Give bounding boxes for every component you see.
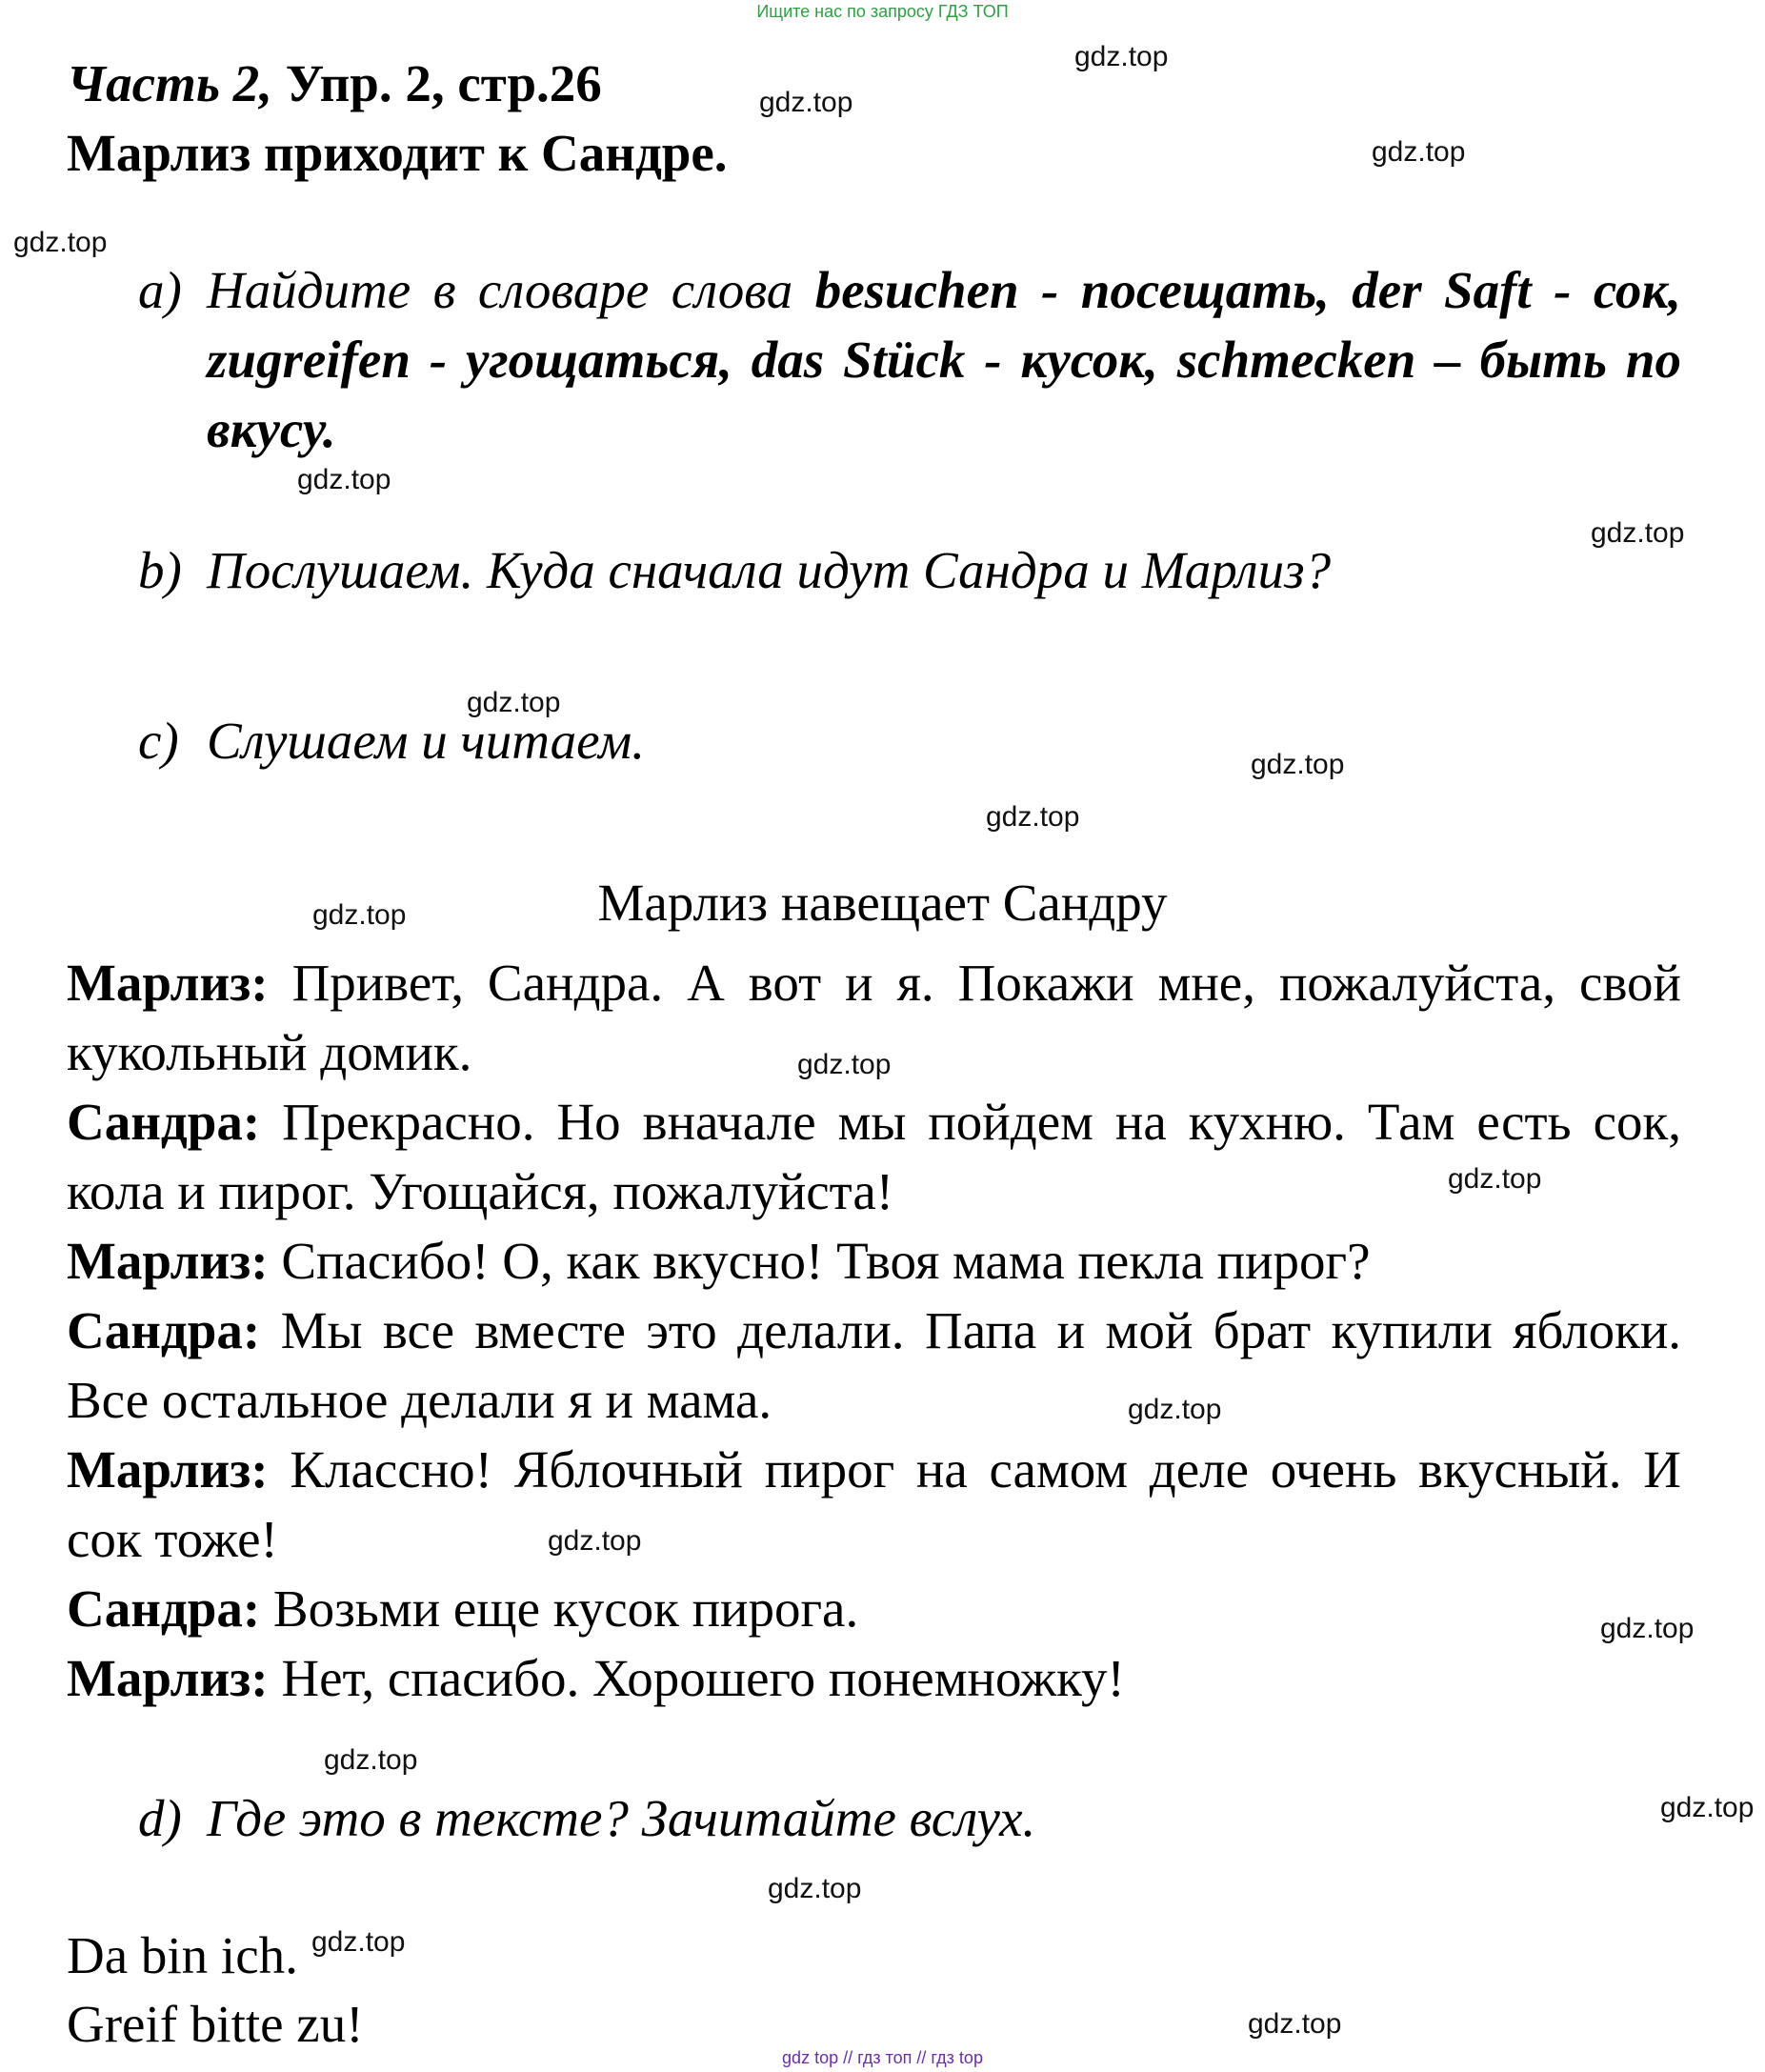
phrase-greif-bitte-zu: Greif bitte zu! bbox=[67, 1995, 364, 2053]
part-label: Часть 2, bbox=[67, 54, 272, 112]
watermark: gdz.top bbox=[1251, 749, 1345, 780]
speaker: Марлиз: bbox=[67, 1649, 269, 1707]
line-text: Мы все вместе это делали. Папа и мой брат купили яблоки. Все остальное делали я и мама. bbox=[67, 1301, 1681, 1429]
speaker: Сандра: bbox=[67, 1093, 261, 1151]
watermark: gdz.top bbox=[1600, 1613, 1695, 1644]
task-a bbox=[138, 255, 1681, 464]
line-text: Нет, спасибо. Хорошего понемножку! bbox=[268, 1649, 1125, 1707]
task-b-marker: b) bbox=[138, 541, 182, 599]
task-d-text: Где это в тексте? Зачитайте вслух. bbox=[207, 1789, 1036, 1847]
speaker: Марлиз: bbox=[67, 954, 269, 1012]
watermark: gdz.top bbox=[1372, 136, 1466, 168]
task-c-marker: c) bbox=[138, 712, 179, 770]
line-text: Прекрасно. Но вначале мы пойдем на кухню. Там есть сок, кола и пирог. Угощайся, пожалуйста! bbox=[67, 1093, 1681, 1220]
watermark: gdz.top bbox=[312, 899, 407, 931]
task-b bbox=[138, 535, 1681, 605]
exercise-label: Упр. 2, стр.26 bbox=[271, 54, 602, 112]
task-c-text: Слушаем и читаем. bbox=[207, 712, 646, 770]
watermark: gdz.top bbox=[768, 1873, 862, 1904]
speaker: Сандра: bbox=[67, 1579, 261, 1638]
dialog-line bbox=[67, 1296, 1681, 1435]
watermark: gdz.top bbox=[986, 801, 1080, 833]
story-title: Марлиз навещает Сандру bbox=[597, 874, 1168, 932]
exercise-subtitle: Марлиз приходит к Сандре. bbox=[67, 124, 728, 182]
phrase-da-bin-ich: Da bin ich. bbox=[67, 1926, 298, 1984]
dialog-line bbox=[67, 1435, 1681, 1574]
watermark: gdz.top bbox=[1074, 41, 1169, 72]
speaker: Марлиз: bbox=[67, 1440, 269, 1499]
watermark: gdz.top bbox=[1660, 1792, 1755, 1823]
watermark: gdz.top bbox=[759, 87, 853, 118]
task-a-words: besuchen - посещать, der Saft - сок, zugreifen - угощаться, das Stück - кусок, schmecken – быть по вкусу. bbox=[207, 261, 1681, 458]
speaker: Марлиз: bbox=[67, 1232, 269, 1290]
watermark: gdz.top bbox=[467, 687, 561, 718]
watermark: gdz.top bbox=[311, 1926, 406, 1958]
dialog-line bbox=[67, 1087, 1681, 1226]
line-text: Классно! Яблочный пирог на самом деле очень вкусный. И сок тоже! bbox=[67, 1440, 1681, 1568]
watermark: gdz.top bbox=[548, 1525, 642, 1557]
line-text: Привет, Сандра. А вот и я. Покажи мне, пожалуйста, свой кукольный домик. bbox=[67, 954, 1681, 1081]
watermark: gdz.top bbox=[1248, 2008, 1342, 2040]
task-b-text: Послушаем. Куда сначала идут Сандра и Марлиз? bbox=[207, 541, 1332, 599]
task-d-marker: d) bbox=[138, 1789, 182, 1847]
watermark: gdz.top bbox=[1128, 1394, 1222, 1425]
task-a-body bbox=[207, 255, 1681, 464]
top-banner: Ищите нас по запросу ГДЗ ТОП bbox=[756, 2, 1009, 21]
footer: gdz top // гдз топ // гдз top bbox=[782, 2048, 983, 2067]
dialog-line bbox=[67, 1574, 1681, 1643]
line-text: Спасибо! О, как вкусно! Твоя мама пекла пирог? bbox=[268, 1232, 1371, 1290]
watermark: gdz.top bbox=[324, 1744, 418, 1776]
task-a-marker: a) bbox=[138, 261, 182, 319]
watermark: gdz.top bbox=[13, 227, 108, 258]
watermark: gdz.top bbox=[797, 1049, 892, 1080]
task-d bbox=[138, 1783, 1681, 1853]
speaker: Сандра: bbox=[67, 1301, 261, 1359]
task-c bbox=[138, 706, 1681, 775]
watermark: gdz.top bbox=[1448, 1163, 1542, 1195]
task-a-intro: Найдите в словаре слова bbox=[207, 261, 815, 319]
exercise-title bbox=[67, 54, 602, 112]
dialog-line bbox=[67, 1643, 1681, 1713]
line-text: Возьми еще кусок пирога. bbox=[260, 1579, 859, 1638]
watermark: gdz.top bbox=[1591, 517, 1685, 549]
watermark: gdz.top bbox=[297, 464, 391, 495]
dialog-line bbox=[67, 1226, 1681, 1296]
